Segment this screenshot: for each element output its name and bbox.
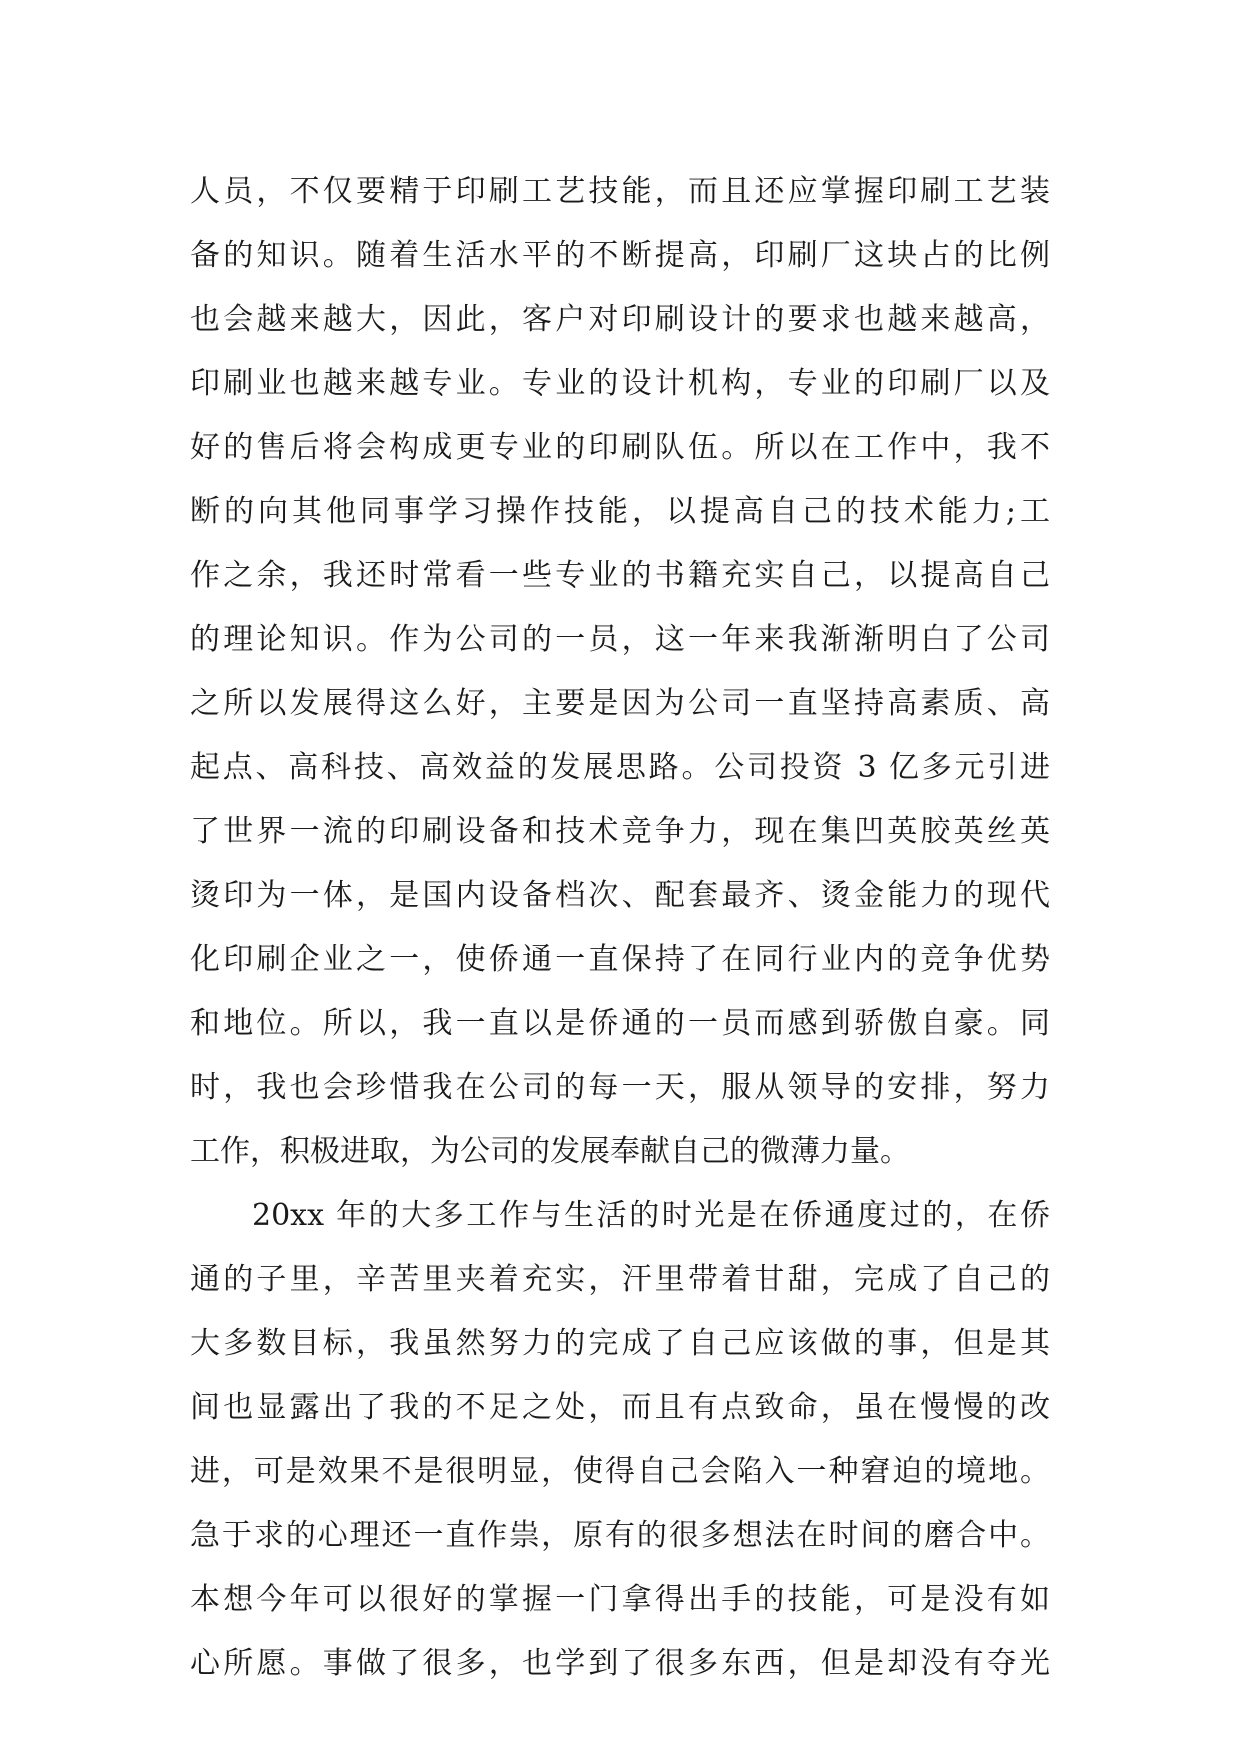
text-line: 本想今年可以很好的掌握一门拿得出手的技能，可是没有如	[190, 1582, 1050, 1617]
text-line: 间也显露出了我的不足之处，而且有点致命，虽在慢慢的改	[190, 1390, 1050, 1425]
text-line: 工作，积极进取，为公司的发展奉献自己的微薄力量。	[190, 1134, 910, 1169]
text-line: 烫印为一体，是国内设备档次、配套最齐、烫金能力的现代	[190, 878, 1050, 913]
text-line: 断的向其他同事学习操作技能，以提高自己的技术能力;工	[190, 494, 1050, 529]
text-line: 通的子里，辛苦里夹着充实，汗里带着甘甜，完成了自己的	[190, 1262, 1050, 1297]
text-line: 大多数目标，我虽然努力的完成了自己应该做的事，但是其	[190, 1326, 1050, 1361]
text-line: 心所愿。事做了很多，也学到了很多东西，但是却没有夺光	[190, 1646, 1050, 1681]
paragraph-2	[190, 1184, 1050, 1696]
paragraph-1	[190, 160, 1050, 1184]
text-line: 了世界一流的印刷设备和技术竞争力，现在集凹英胶英丝英	[190, 814, 1050, 849]
text-line: 也会越来越大，因此，客户对印刷设计的要求也越来越高，	[190, 302, 1050, 337]
text-line: 急于求的心理还一直作祟，原有的很多想法在时间的磨合中。	[190, 1518, 1050, 1553]
text-line: 备的知识。随着生活水平的不断提高，印刷厂这块占的比例	[190, 238, 1050, 273]
text-line: 之所以发展得这么好，主要是因为公司一直坚持高素质、高	[190, 686, 1050, 721]
text-line: 起点、高科技、高效益的发展思路。公司投资 3 亿多元引进	[190, 750, 1050, 785]
text-line: 印刷业也越来越专业。专业的设计机构，专业的印刷厂以及	[190, 366, 1050, 401]
text-line: 作之余，我还时常看一些专业的书籍充实自己，以提高自己	[190, 558, 1050, 593]
text-line: 进，可是效果不是很明显，使得自己会陷入一种窘迫的境地。	[190, 1454, 1050, 1489]
text-line: 和地位。所以，我一直以是侨通的一员而感到骄傲自豪。同	[190, 1006, 1050, 1041]
text-line: 化印刷企业之一，使侨通一直保持了在同行业内的竞争优势	[190, 942, 1050, 977]
text-line: 人员，不仅要精于印刷工艺技能，而且还应掌握印刷工艺装	[190, 174, 1050, 209]
text-line: 20xx 年的大多工作与生活的时光是在侨通度过的，在侨	[252, 1198, 1050, 1233]
body-text	[190, 160, 1050, 1696]
text-line: 时，我也会珍惜我在公司的每一天，服从领导的安排，努力	[190, 1070, 1050, 1105]
text-line: 的理论知识。作为公司的一员，这一年来我渐渐明白了公司	[190, 622, 1050, 657]
text-line: 好的售后将会构成更专业的印刷队伍。所以在工作中，我不	[190, 430, 1050, 465]
